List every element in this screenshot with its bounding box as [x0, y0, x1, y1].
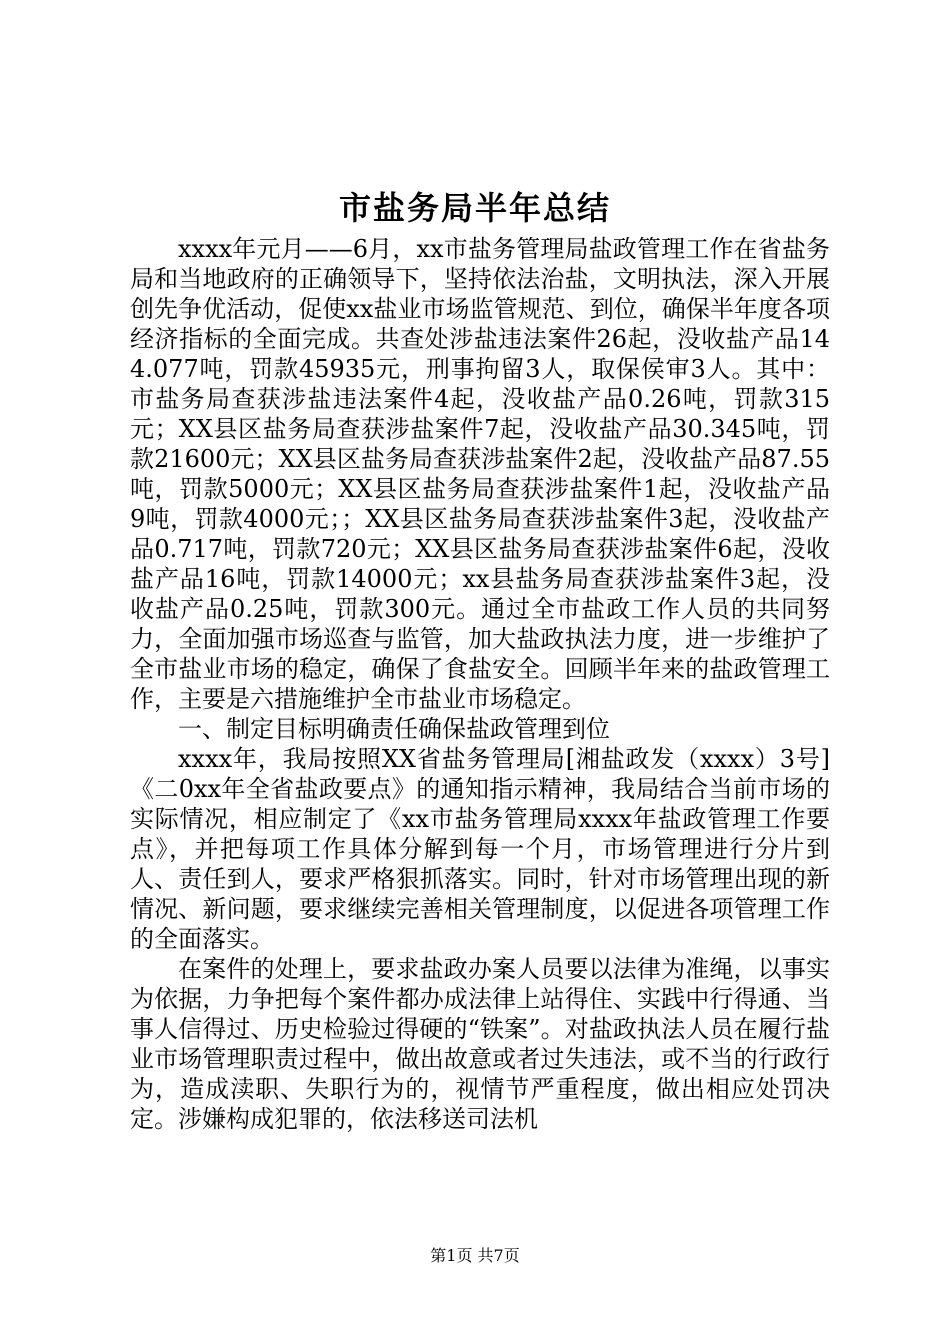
document-body: [130, 234, 830, 1134]
page-footer: 第1页 共7页: [430, 1246, 520, 1265]
document-title: 市盐务局半年总结: [338, 189, 611, 227]
paragraph-case-handling: 在案件的处理上，要求盐政办案人员要以法律为准绳，以事实为依据，力争把每个案件都办成法律上站得住、实践中行得通、当事人信得过、历史检验过得硬的“铁案”。对盐政执法人员在履行盐业市场管理职责过程中，做出故意或者过失违法，或不当的行政行为，造成渎职、失职行为的，视情节严重程度，做出相应处罚决定。涉嫌构成犯罪的，依法移送司法机: [130, 955, 830, 1133]
paragraph-intro: xxxx年元月——6月，xx市盐务管理局盐政管理工作在省盐务局和当地政府的正确领导下，坚持依法治盐，文明执法，深入开展创先争优活动，促使xx盐业市场监管规范、到位，确保半年度各项经济指标的全面完成。共查处涉盐违法案件26起，没收盐产品144.077吨，罚款45935元，刑事拘留3人，取保侯审3人。其中：市盐务局查获涉盐违法案件4起，没收盐产品0.26吨，罚款315元；XX县区盐务局查获涉盐案件7起，没收盐产品30.345吨，罚款21600元；XX县区盐务局查获涉盐案件2起，没收盐产品87.55吨，罚款5000元；XX县区盐务局查获涉盐案件1起，没收盐产品9吨，罚款4000元；；XX县区盐务局查获涉盐案件3起，没收盐产品0.717吨，罚款720元；XX县区盐务局查获涉盐案件6起，没收盐产品16吨，罚款14000元；xx县盐务局查获涉盐案件3起，没收盐产品0.25吨，罚款300元。通过全市盐政工作人员的共同努力，全面加强市场巡查与监管，加大盐政执法力度，进一步维护了全市盐业市场的稳定，确保了食盐安全。回顾半年来的盐政管理工作，主要是六措施维护全市盐业市场稳定。: [130, 235, 830, 713]
paragraph-section-1: xxxx年，我局按照XX省盐务管理局[湘盐政发（xxxx）3号]《二0xx年全省盐政要点》的通知指示精神，我局结合当前市场的实际情况，相应制定了《xx市盐务管理局xxxx年盐政管理工作要点》，并把每项工作具体分解到每一个月，市场管理进行分片到人、责任到人，要求严格狠抓落实。同时，针对市场管理出现的新情况、新问题，要求继续完善相关管理制度，以促进各项管理工作的全面落实。: [130, 745, 830, 953]
section-heading-1: 一、制定目标明确责任确保盐政管理到位: [178, 715, 610, 743]
